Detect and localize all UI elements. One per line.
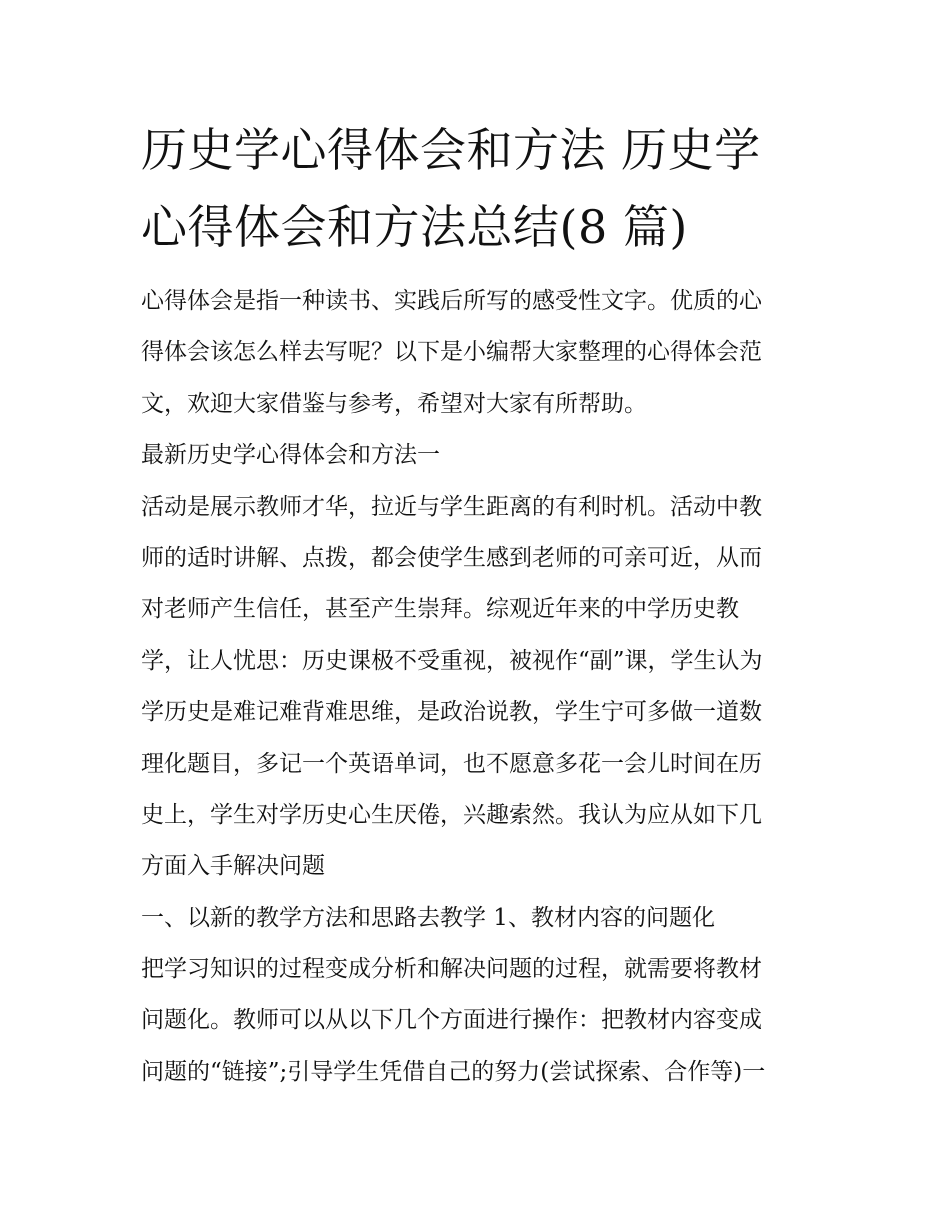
body-line: 学历史是难记难背难思维，是政治说教，学生宁可多做一道数 [141, 699, 762, 726]
body-line: 学，让人忧思：历史课极不受重视，被视作“副”课，学生认为 [141, 647, 763, 674]
body-line: 心得体会是指一种读书、实践后所写的感受性文字。优质的心 [141, 288, 762, 314]
body-line: 问题的“链接”;引导学生凭借自己的努力(尝试探索、合作等)一 [141, 1058, 766, 1085]
body-line: 文，欢迎大家借鉴与参考，希望对大家有所帮助。 [141, 390, 647, 417]
body-line: 得体会该怎么样去写呢？以下是小编帮大家整理的心得体会范 [141, 339, 762, 366]
body-line: 问题化。教师可以从以下几个方面进行操作：把教材内容变成 [141, 1007, 762, 1034]
title-line-1: 历史学心得体会和方法 历史学 [141, 123, 761, 177]
body-line: 方面入手解决问题 [141, 853, 325, 880]
body-line: 对老师产生信任，甚至产生崇拜。综观近年来的中学历史教 [141, 596, 739, 623]
body-line: 史上，学生对学历史心生厌倦，兴趣索然。我认为应从如下几 [141, 801, 762, 828]
document-page [141, 112, 813, 1098]
body-line: 把学习知识的过程变成分析和解决问题的过程，就需要将教材 [141, 956, 762, 983]
document-title [141, 112, 813, 266]
section-heading: 最新历史学心得体会和方法一 [141, 442, 440, 469]
body-line: 活动是展示教师才华，拉近与学生距离的有利时机。活动中教 [141, 493, 762, 520]
body-line: 理化题目，多记一个英语单词，也不愿意多花一会儿时间在历 [141, 750, 762, 777]
subsection-heading: 一、以新的教学方法和思路去教学 1、教材内容的问题化 [141, 904, 715, 931]
body-line: 师的适时讲解、点拨，都会使学生感到老师的可亲可近，从而 [141, 544, 762, 571]
title-line-2: 心得体会和方法总结(8 篇) [141, 200, 688, 254]
document-body [141, 276, 813, 1098]
